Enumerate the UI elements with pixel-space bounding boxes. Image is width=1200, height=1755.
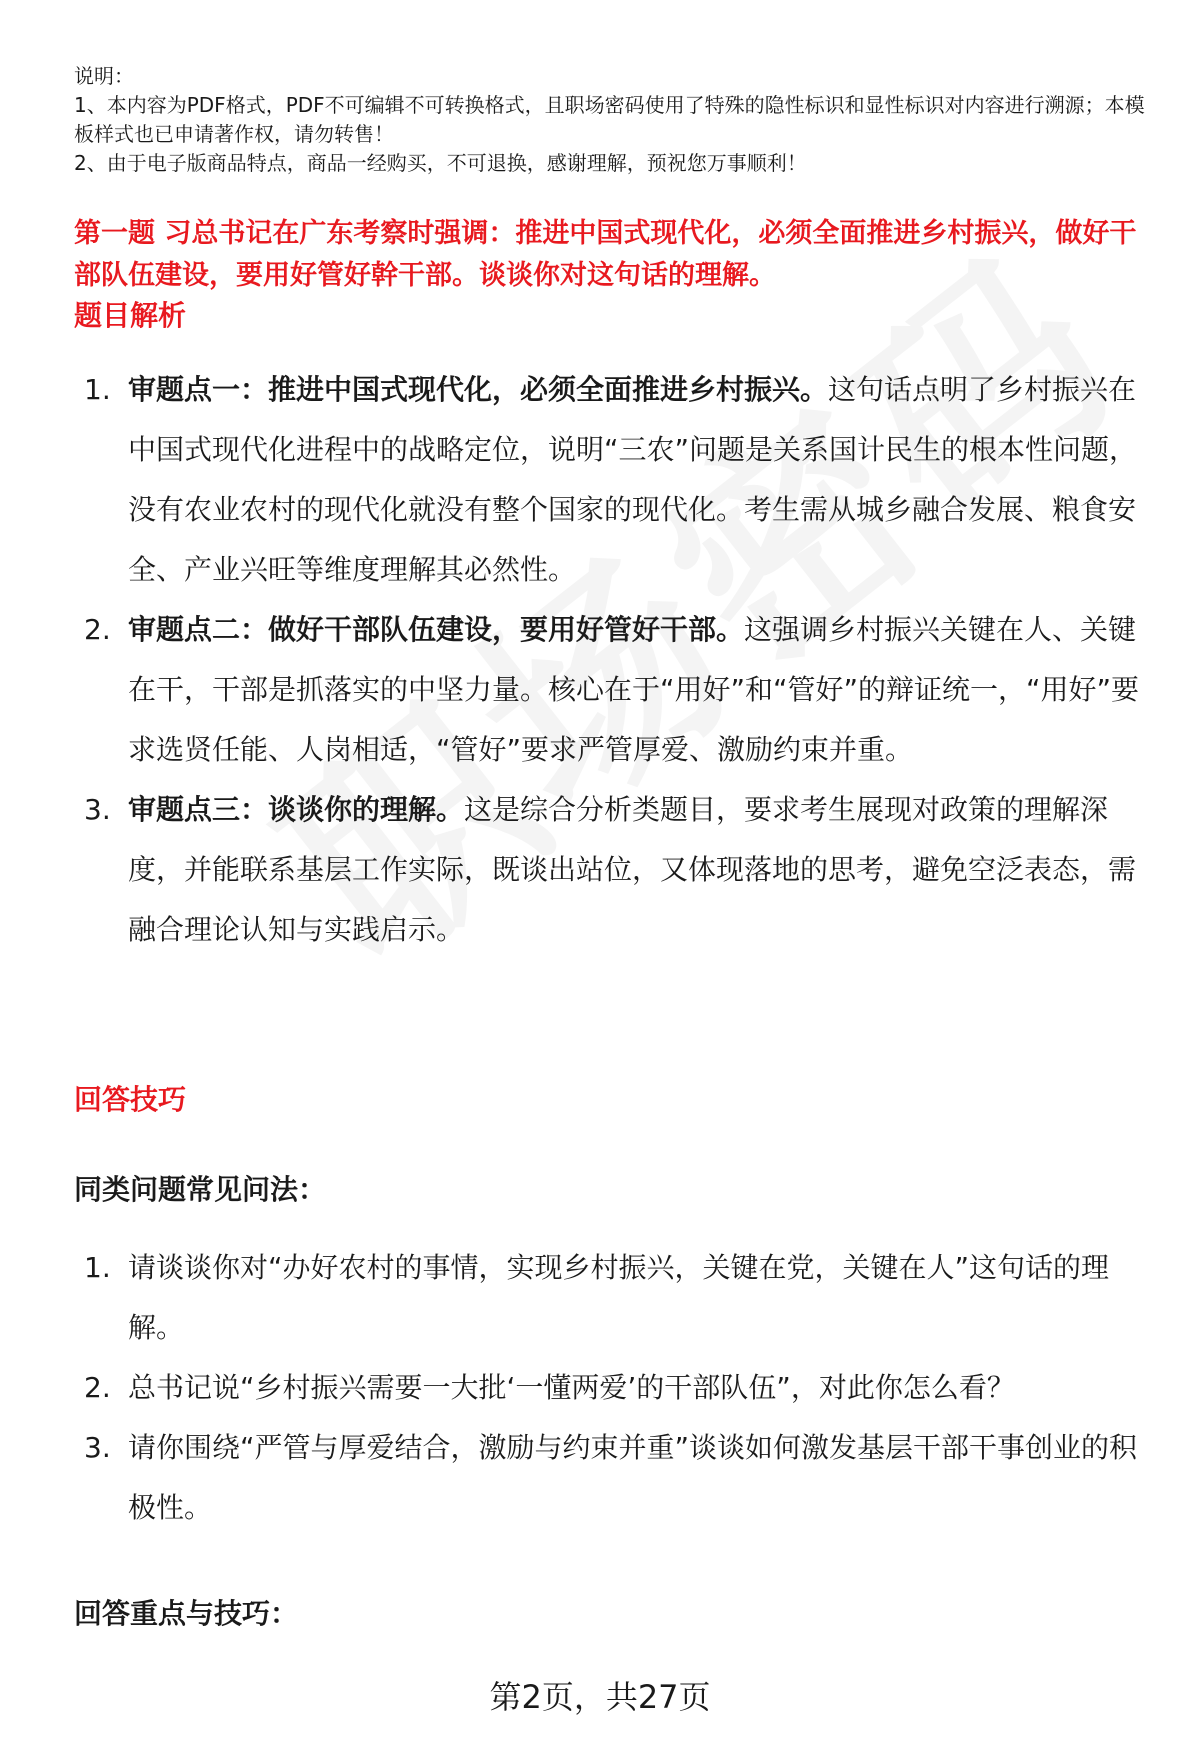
notice-heading: 说明： xyxy=(74,64,134,88)
analysis-heading: 题目解析 xyxy=(74,299,187,332)
similar-question-item xyxy=(0,1358,1140,1418)
tips-heading: 回答技巧 xyxy=(74,1083,187,1116)
list-number: 1. xyxy=(84,1251,111,1284)
notice-line-1: 1、本内容为PDF格式，PDF不可编辑不可转换格式，且职场密码使用了特殊的隐性标识和显性标识对内容进行溯源；本模板样式也已申请著作权，请勿转售！ xyxy=(74,93,1145,146)
analysis-item xyxy=(0,600,1140,780)
similar-question-text: 请谈谈你对“办好农村的事情，实现乡村振兴，关键在党，关键在人”这句话的理解。 xyxy=(128,1251,1110,1344)
analysis-item-bold: 审题点一：推进中国式现代化，必须全面推进乡村振兴。 xyxy=(128,373,829,406)
notice-line-2: 2、由于电子版商品特点，商品一经购买，不可退换，感谢理解，预祝您万事顺利！ xyxy=(74,151,807,175)
analysis-item xyxy=(0,780,1140,960)
similar-questions-heading: 同类问题常见问法： xyxy=(74,1173,327,1206)
question-title: 第一题 习总书记在广东考察时强调：推进中国式现代化，必须全面推进乡村振兴，做好干部队伍建设，要用好管好幹干部。谈谈你对这句话的理解。 xyxy=(74,218,1137,291)
analysis-item-text: 这是综合分析类题目，要求考生展现对政策的理解深度，并能联系基层工作实际，既谈出站位，又体现落地的思考，避免空泛表态，需融合理论认知与实践启示。 xyxy=(128,793,1137,946)
analysis-list xyxy=(0,360,1200,960)
analysis-item-text: 这强调乡村振兴关键在人、关键在干，干部是抓落实的中坚力量。核心在于“用好”和“管好”的辩证统一，“用好”要求选贤任能、人岗相适，“管好”要求严管厚爱、激励约束并重。 xyxy=(128,613,1140,766)
notice-block xyxy=(74,62,1154,178)
list-number: 2. xyxy=(84,613,111,646)
similar-question-item xyxy=(0,1238,1140,1358)
list-number: 3. xyxy=(84,793,111,826)
list-number: 1. xyxy=(84,373,111,406)
analysis-item-text: 这句话点明了乡村振兴在中国式现代化进程中的战略定位，说明“三农”问题是关系国计民生的根本性问题，没有农业农村的现代化就没有整个国家的现代化。考生需从城乡融合发展、粮食安全、产业兴旺等维度理解其必然性。 xyxy=(128,373,1138,586)
list-number: 3. xyxy=(84,1431,111,1464)
analysis-item-bold: 审题点三：谈谈你的理解。 xyxy=(128,793,465,826)
similar-questions-list xyxy=(0,1238,1200,1538)
similar-question-text: 总书记说“乡村振兴需要一大批‘一懂两爱’的干部队伍”，对此你怎么看？ xyxy=(128,1371,1015,1404)
page-footer: 第2页，共27页 xyxy=(489,1678,711,1716)
list-number: 2. xyxy=(84,1371,111,1404)
analysis-item-bold: 审题点二：做好干部队伍建设，要用好管好干部。 xyxy=(128,613,745,646)
similar-question-text: 请你围绕“严管与厚爱结合，激励与约束并重”谈谈如何激发基层干部干事创业的积极性。 xyxy=(128,1431,1138,1524)
analysis-item xyxy=(0,360,1140,600)
key-points-heading: 回答重点与技巧： xyxy=(74,1597,299,1630)
similar-question-item xyxy=(0,1418,1140,1538)
